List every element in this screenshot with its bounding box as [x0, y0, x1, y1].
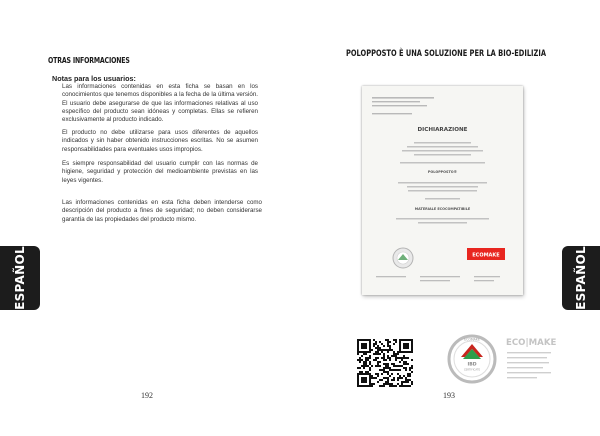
certificate-title: DICHIARAZIONE	[417, 127, 468, 133]
seal-label: IBD	[467, 362, 477, 368]
certification-seal	[441, 334, 503, 384]
paragraph-validity: Las informaciones contenidas en esta ficha se basan en los conocimientos que tenemos disponibles a la fecha de la última versión. El usuario debe asegurarse de que las informaciones relativas al uso específico del producto sean idóneas y completas. Ellas se refieren exclusivamente al producto indicado.	[62, 83, 258, 124]
page-number: 193	[443, 391, 455, 400]
ecomake-logo-image	[505, 334, 557, 384]
certificate-seal	[393, 248, 413, 268]
language-tab-label: ESPAÑOL	[574, 246, 588, 310]
qr-code[interactable]	[357, 339, 413, 387]
section-heading: POLOPPOSTO È UNA SOLUZIONE PER LA BIO-EDILIZIA	[346, 49, 547, 59]
certificate-badge: ECOMAKE	[472, 252, 500, 259]
page-number: 192	[141, 391, 153, 400]
paragraph-responsibility: Es siempre responsabilidad del usuario cumplir con las normas de higiene, seguridad y protección del medioambiente previstas en las leyes vigentes.	[62, 160, 258, 184]
paragraph-disclaimer: Las informaciones contenidas en esta ficha deben intenderse como descripción del producto a fines de seguridad; no deben considerarse garantía de las propiedades del producto mismo.	[62, 199, 262, 223]
certificate-designation: MATERIALE ECOCOMPATIBILE	[414, 207, 471, 211]
ecomake-logo-text: ECO|MAKE	[506, 338, 557, 348]
certificate-document-image	[362, 86, 523, 295]
certificate-scan	[362, 86, 523, 295]
language-tab-left	[0, 246, 40, 310]
right-page	[300, 0, 600, 436]
paragraph-usage: El producto no debe utilizarse para usos diferentes de aquellos indicados y sin haber obtenido instrucciones escritas. No se asumen responsabilidades para eventuales usos impropios.	[62, 129, 258, 153]
seal-name: ECOMAKE	[464, 337, 480, 342]
ecomake-logo	[505, 334, 557, 384]
seal-caption: CERTIFICATE	[463, 368, 481, 372]
certificate-product: POLOPPOSTO®	[427, 170, 458, 174]
notes-title: Notas para los usuarios:	[52, 74, 136, 83]
language-tab-right	[562, 246, 600, 310]
language-tab-label: ESPAÑOL	[13, 246, 27, 310]
seal-icon	[441, 334, 503, 384]
section-heading: OTRAS INFORMACIONES	[48, 56, 130, 65]
qr-code-image	[357, 339, 413, 387]
